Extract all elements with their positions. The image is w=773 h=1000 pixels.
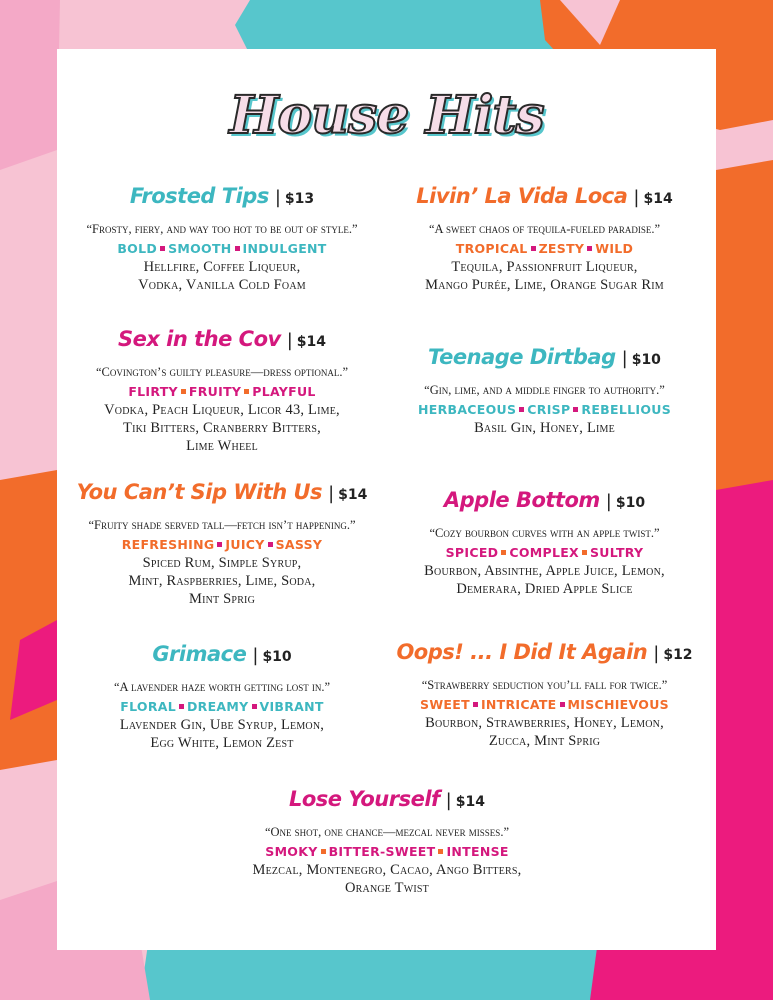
drink-ingredients: Vodka, Peach Liqueur, Licor 43, Lime, Tiki Bitters, Cranberry Bitters, Lime Wheel [104,402,340,454]
drink-ingredients: Bourbon, Absinthe, Apple Juice, Lemon, Demerara, Dried Apple Slice [424,563,665,597]
drink-price: $10 [262,649,292,665]
drink-name: Oops! ... I Did It Again [396,640,648,664]
drink-grimace: Grimace | $10 “A lavender haze worth getting lost in.” FLORAL DREAMY VIBRANT Lavender Gin, Ube Syrup, Lemon, Egg White, Lemon Zest [72,639,372,752]
drink-tags: SWEET INTRICATE MISCHIEVOUS [420,697,669,712]
drink-price: $13 [284,191,315,207]
drink-price: $14 [338,487,368,503]
drink-name: Livin’ La Vida Loca [416,184,628,208]
drink-lose-yourself: Lose Yourself | $14 “One shot, one chance—mezcal never misses.” SMOKY BITTER-SWEET INTENSE Mezcal, Montenegro, Cacao, Ango Bitters, Orange Twist [202,784,572,897]
drink-price: $14 [455,794,485,810]
drink-ingredients: Lavender Gin, Ube Syrup, Lemon, Egg White, Lemon Zest [119,717,325,751]
drink-quote: “One shot, one chance—mezcal never misses.” [264,825,509,839]
drink-quote: “A lavender haze worth getting lost in.” [113,680,331,694]
drink-ingredients: Mezcal, Montenegro, Cacao, Ango Bitters, Orange Twist [252,862,522,896]
drink-sex-in-the-cov: Sex in the Cov | $14 “Covington’s guilty pleasure—dress optional.” FLIRTY FRUITY PLAYFUL Vodka, Peach Liqueur, Licor 43, Lime, Tiki Bitters, Cranberry Bitters, Lime Wheel [72,324,372,455]
drink-quote: “Gin, lime, and a middle finger to authority.” [424,383,665,397]
drink-name: Apple Bottom [443,488,600,512]
drink-name: Lose Yourself [289,787,440,811]
drink-tags: BOLD SMOOTH INDULGENT [117,241,327,256]
drink-apple-bottom: Apple Bottom | $10 “Cozy bourbon curves with an apple twist.” SPICED COMPLEX SULTRY Bourbon, Absinthe, Apple Juice, Lemon, Demerara, Dried Apple Slice [382,485,707,598]
drink-tags: TROPICAL ZESTY WILD [455,241,634,256]
drink-name: Frosted Tips [129,184,269,208]
drink-ingredients: Hellfire, Coffee Liqueur, Vodka, Vanilla Cold Foam [138,259,306,293]
drink-quote: “Cozy bourbon curves with an apple twist.” [429,526,660,540]
drink-price: $10 [615,495,646,511]
drink-tags: HERBACEOUS CRISP REBELLIOUS [417,402,672,417]
drink-name: Teenage Dirtbag [428,345,616,369]
drink-tags: REFRESHING JUICY SASSY [121,537,323,552]
drink-tags: FLORAL DREAMY VIBRANT [120,699,324,714]
menu-card [57,49,716,950]
drink-price: $14 [296,334,327,350]
drink-ingredients: Spiced Rum, Simple Syrup, Mint, Raspberries, Lime, Soda, Mint Sprig [128,555,316,607]
drink-ingredients: Bourbon, Strawberries, Honey, Lemon, Zucca, Mint Sprig [425,715,664,749]
drink-livin-la-vida-loca: Livin’ La Vida Loca | $14 “A sweet chaos of tequila-fueled paradise.” TROPICAL ZESTY WILD Tequila, Passionfruit Liqueur, Mango Purée, Lime, Orange Sugar Rim [382,181,707,294]
menu-title: House Hits [229,85,544,146]
drink-name: You Can’t Sip With Us [76,480,323,504]
drink-frosted-tips: Frosted Tips | $13 “Frosty, fiery, and way too hot to be out of style.” BOLD SMOOTH INDULGENT Hellfire, Coffee Liqueur, Vodka, Vanilla Cold Foam [72,181,372,294]
drink-quote: “Fruity shade served tall—fetch isn’t happening.” [88,518,356,532]
drink-name: Sex in the Cov [117,327,281,351]
drink-quote: “Frosty, fiery, and way too hot to be out of style.” [86,222,358,236]
drink-quote: “Strawberry seduction you’ll fall for twice.” [421,678,668,692]
drink-quote: “Covington’s guilty pleasure—dress optional.” [95,365,349,379]
drink-name: Grimace [152,642,247,666]
drink-quote: “A sweet chaos of tequila-fueled paradise.” [428,222,661,236]
drink-you-cant-sip-with-us: You Can’t Sip With Us | $14 “Fruity shade served tall—fetch isn’t happening.” REFRESHING JUICY SASSY Spiced Rum, Simple Syrup, Mint, Raspberries, Lime, Soda, Mint Sprig [72,477,372,608]
drink-teenage-dirtbag: Teenage Dirtbag | $10 “Gin, lime, and a middle finger to authority.” HERBACEOUS CRISP REBELLIOUS Basil Gin, Honey, Lime [382,342,707,437]
drink-price: $12 [663,647,693,663]
drink-tags: FLIRTY FRUITY PLAYFUL [128,384,316,399]
drink-ingredients: Tequila, Passionfruit Liqueur, Mango Purée, Lime, Orange Sugar Rim [425,259,664,293]
drink-oops-i-did-it-again: Oops! ... I Did It Again | $12 “Strawberry seduction you’ll fall for twice.” SWEET INTRICATE MISCHIEVOUS Bourbon, Strawberries, Honey, Lemon, Zucca, Mint Sprig [382,637,707,750]
drink-price: $10 [631,352,661,368]
drink-tags: SMOKY BITTER-SWEET INTENSE [265,844,509,859]
drink-tags: SPICED COMPLEX SULTRY [445,545,644,560]
drink-ingredients: Basil Gin, Honey, Lime [474,420,615,436]
drink-price: $14 [643,191,673,207]
